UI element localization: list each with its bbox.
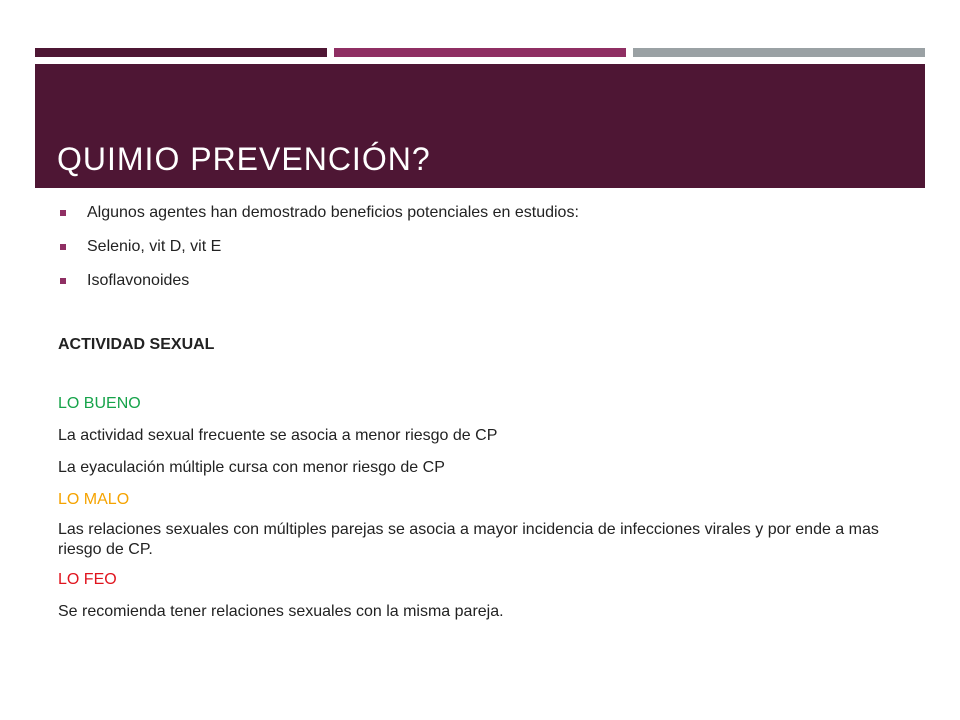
top-bar-magenta: [334, 48, 626, 57]
square-bullet-icon: [60, 210, 66, 216]
bullet-text: Algunos agentes han demostrado beneficios potenciales en estudios:: [87, 204, 579, 221]
top-bar-dark: [35, 48, 327, 57]
bullet-text: Isoflavonoides: [87, 272, 190, 289]
decorative-top-bars: [35, 48, 925, 57]
top-bar-gray: [633, 48, 925, 57]
bullet-list: [58, 196, 898, 298]
bad-label: LO MALO: [58, 491, 130, 508]
slide-title: QUIMIO PREVENCIÓN?: [57, 141, 431, 177]
good-label: LO BUENO: [58, 395, 141, 412]
slide-body: [58, 196, 898, 628]
section-heading: ACTIVIDAD SEXUAL: [58, 336, 215, 353]
ugly-label: LO FEO: [58, 571, 117, 588]
square-bullet-icon: [60, 244, 66, 250]
square-bullet-icon: [60, 278, 66, 284]
good-line: La actividad sexual frecuente se asocia a menor riesgo de CP: [58, 427, 498, 444]
bad-text: Las relaciones sexuales con múltiples parejas se asocia a mayor incidencia de infecciones virales y por ende a mas riesgo de CP.: [58, 521, 879, 558]
good-line: La eyaculación múltiple cursa con menor riesgo de CP: [58, 459, 445, 476]
ugly-text: Se recomienda tener relaciones sexuales con la misma pareja.: [58, 603, 504, 620]
bullet-text: Selenio, vit D, vit E: [87, 238, 222, 255]
bullet-item: [58, 230, 898, 264]
bullet-item: [58, 264, 898, 298]
title-band: [35, 64, 925, 188]
bullet-item: [58, 196, 898, 230]
